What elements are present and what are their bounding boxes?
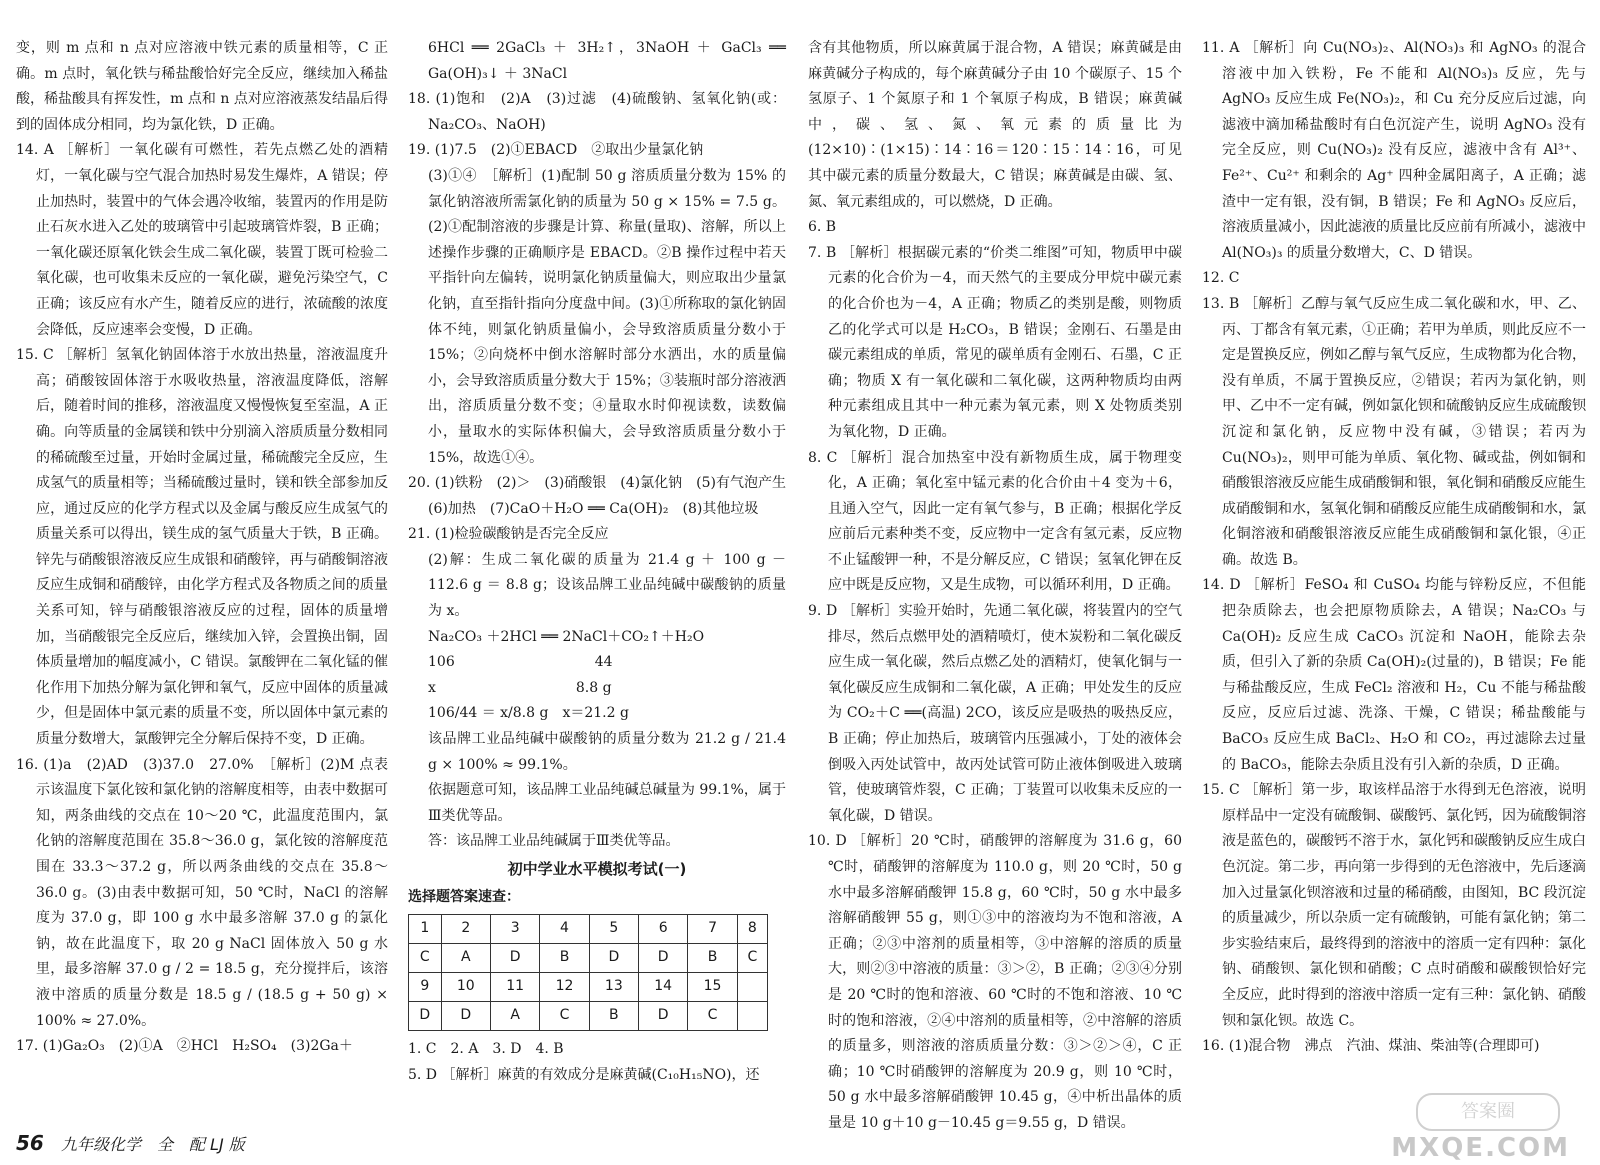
table-cell: C (688, 1002, 737, 1031)
table-cell (737, 1002, 767, 1031)
col2-paragraph: 该品牌工业品纯碱中碳酸钠的质量分数为 21.2 g / 21.4 g × 100% ≈ 99.1%。 (428, 731, 786, 773)
table-cell: A (490, 1002, 539, 1031)
col1-paragraph: 17. (1)Ga₂O₃ (2)①A ②HCl H₂SO₄ (3)2Ga＋ (16, 1038, 353, 1055)
table-cell: 11 (490, 973, 539, 1002)
col2-paragraph: x 8.8 g (428, 679, 612, 696)
col2-paragraph: 依据题意可知，该品牌工业品纯碱总碱量为 99.1%，属于Ⅲ类优等品。 (428, 782, 786, 824)
quick-answer-label: 选择题答案速查： (408, 888, 520, 905)
col4-paragraph: 16. (1)混合物 沸点 汽油、煤油、柴油等(合理即可) (1202, 1038, 1540, 1055)
col3-paragraph: 6. B (808, 219, 837, 236)
table-cell: D (490, 944, 539, 973)
table-cell: 12 (540, 973, 589, 1002)
page-footer (16, 1131, 245, 1155)
table-row (409, 915, 768, 944)
col2-paragraph: 21. (1)检验碳酸钠是否完全反应 (408, 526, 609, 543)
col4-paragraph: 14. D ［解析］FeSO₄ 和 CuSO₄ 均能与锌粉反应，不但能把杂质除去，也会把原物质除去，A 错误；Na₂CO₃ 与 Ca(OH)₂ 反应生成 CaCO₃ 沉淀和 NaOH，能除去杂质，但引入了新的杂质 Ca(OH)₂(过量的)，B 错误；Fe 能与稀盐酸反应，生成 FeCl₂ 溶液和 H₂，Cu 不能与稀盐酸反应，反应后过滤、洗涤、干燥，C 错误；稀盐酸能与 BaCO₃ 反应生成 BaCl₂、H₂O 和 CO₂，再过滤除去过量的 BaCO₃，能除去杂质且没有引入新的杂质，D 正确。 (1202, 577, 1586, 773)
col2-paragraph: 18. (1)饱和 (2)A (3)过滤 (4)硫酸钠、氢氧化钠(或：Na₂CO₃、NaOH) (408, 91, 786, 133)
table-cell: B (540, 944, 589, 973)
col3-paragraph: 含有其他物质，所以麻黄属于混合物，A 错误；麻黄碱是由麻黄碱分子构成的，每个麻黄碱分子由 10 个碳原子、15 个氢原子、1 个氮原子和 1 个氧原子构成，B 错误；麻黄碱中，碳、氢、氮、氧元素的质量比为(12×10)∶(1×15)∶14∶16＝120∶15∶14∶16，可见其中碳元素的质量分数最大，C 错误；麻黄碱是由碳、氢、氮、氧元素组成的，可以燃烧，D 正确。 (808, 40, 1182, 210)
table-cell: 13 (589, 973, 638, 1002)
col2-paragraph: (3)①④ ［解析］(1)配制 50 g 溶质质量分数为 15% 的氯化钠溶液所需氯化钠的质量为 50 g × 15% = 7.5 g。(2)①配制溶液的步骤是计算、称量(量取)、溶解，所以上述操作步骤的正确顺序是 EBACD。②B 操作过程中若天平指针向左偏转，说明氯化钠质量偏大，则应取出少量氯化钠，直至指针指向分度盘中间。(3)①所称取的氯化钠固体不纯，则氯化钠质量偏小，会导致溶质质量分数小于 15%；②向烧杯中倒水溶解时部分水洒出，水的质量偏小，会导致溶质质量分数大于 15%；③装瓶时部分溶液洒出，溶质质量分数不变；④量取水时仰视读数，读数偏小，量取水的实际体积偏大，会导致溶质质量分数小于 15%，故选①④。 (428, 167, 786, 466)
table-cell: D (639, 1002, 688, 1031)
col2-paragraph: 20. (1)铁粉 (2)＞ (3)硝酸银 (4)氯化钠 (5)有气泡产生 (6)加热 (7)CaO＋H₂O ══ Ca(OH)₂ (8)其他垃圾 (408, 475, 800, 517)
table-cell: 6 (639, 915, 688, 944)
col2-tail-paragraph: 5. D ［解析］麻黄的有效成分是麻黄碱(C₁₀H₁₅NO)，还 (408, 1066, 760, 1083)
table-row (409, 973, 768, 1002)
watermark-logo: 答案圈 (1416, 1093, 1560, 1131)
col1-paragraph: 变，则 m 点和 n 点对应溶液中铁元素的质量相等，C 正确。m 点时，氧化铁与稀盐酸恰好完全反应，继续加入稀盐酸，稀盐酸具有挥发性，m 点和 n 点对应溶液蒸发结晶后得到的固体成分相同，均为氯化铁，D 正确。 (16, 40, 388, 133)
watermark-text: MXQE.COM (1391, 1133, 1570, 1163)
col1-paragraph: 16. (1)a (2)AD (3)37.0 27.0% ［解析］(2)M 点表示该温度下氯化铵和氯化钠的溶解度相等，由表中数据可知，两条曲线的交点在 10～20 ℃，此温度范围内，氯化钠的溶解度范围在 35.8～36.0 g，氯化铵的溶解度范围在 33.3～37.2 g，所以两条曲线的交点在 35.8～36.0 g。(3)由表中数据可知，50 ℃时，NaCl 的溶解度为 37.0 g，即 100 g 水中最多溶解 37.0 g 的氯化钠，故在此温度下，取 20 g NaCl 固体放入 50 g 水里，最多溶解 37.0 g / 2 = 18.5 g，充分搅拌后，该溶液中溶质的质量分数是 18.5 g / (18.5 g + 50 g) × 100% ≈ 27.0%。 (16, 756, 388, 1029)
table-cell: 14 (639, 973, 688, 1002)
table-cell: B (589, 1002, 638, 1031)
table-cell: C (409, 944, 442, 973)
col2-paragraph: 答：该品牌工业品纯碱属于Ⅲ类优等品。 (428, 833, 680, 850)
table-row (409, 1002, 768, 1031)
table-cell: D (589, 944, 638, 973)
table-cell: 3 (490, 915, 539, 944)
table-cell: D (409, 1002, 442, 1031)
answer-table (408, 914, 768, 1031)
table-cell: D (441, 1002, 490, 1031)
col2-paragraph: Na₂CO₃ ＋2HCl ══ 2NaCl＋CO₂↑＋H₂O (428, 628, 705, 645)
column-2 (408, 36, 800, 1088)
table-row (409, 944, 768, 973)
table-cell: 1 (409, 915, 442, 944)
col2-paragraph: 19. (1)7.5 (2)①EBACD ②取出少量氯化钠 (408, 142, 704, 159)
col1-paragraph: 15. C ［解析］氢氧化钠固体溶于水放出热量，溶液温度升高；硝酸铵固体溶于水吸收热量，溶液温度降低，溶解后，随着时间的推移，溶液温度又慢慢恢复至室温，A 正确。向等质量的金属镁和铁中分别滴入溶质质量分数相同的稀硫酸至过量，开始时金属过量，稀硫酸完全反应，生成氢气的质量相等；当稀硫酸过量时，镁和铁全部参加反应，通过反应的化学方程式以及金属与酸反应生成氢气的质量关系可以得出，镁生成的氢气质量大于铁，B 正确。锌先与硝酸银溶液反应生成银和硝酸锌，再与硝酸铜溶液反应生成铜和硝酸锌，由化学方程式及各物质之间的质量关系可知，锌与硝酸银溶液反应的过程，固体的质量增加，当硝酸银完全反应后，继续加入锌，会置换出铜，固体质量增加的幅度减小，C 错误。氯酸钾在二氧化锰的催化作用下加热分解为氯化钾和氧气，反应中固体的质量减少，但是固体中氯元素的质量不变，所以固体中氯元素的质量分数增大，氯酸钾完全分解后保持不变，D 正确。 (16, 347, 388, 748)
table-cell: 8 (737, 915, 767, 944)
col2-paragraph: 106/44 ＝ x/8.8 g x＝21.2 g (428, 705, 629, 722)
col3-paragraph: 9. D ［解析］实验开始时，先通二氧化碳，将装置内的空气排尽，然后点燃甲处的酒精喷灯，使木炭粉和二氧化碳反应生成一氧化碳，然后点燃乙处的酒精灯，使氧化铜与一氧化碳反应生成铜和二氧化碳，A 正确；甲处发生的反应为 CO₂＋C ══(高温) 2CO，该反应是吸热的吸热反应，B 正确；停止加热后，玻璃管内压强减小，丁处的液体会倒吸入丙处试管中，故丙处试管可防止液体倒吸进入玻璃管，使玻璃管炸裂，C 正确；丁装置可以收集未反应的一氧化碳，D 错误。 (808, 603, 1182, 824)
table-cell: 2 (441, 915, 490, 944)
table-cell: D (639, 944, 688, 973)
column-1 (16, 36, 388, 1060)
col4-paragraph: 11. A ［解析］向 Cu(NO₃)₂、Al(NO₃)₃ 和 AgNO₃ 的混合溶液中加入铁粉，Fe 不能和 Al(NO₃)₃ 反应，先与 AgNO₃ 反应生成 Fe(NO₃)₂，和 Cu 充分反应后过滤，向滤液中滴加稀盐酸时有白色沉淀产生，说明 AgNO₃ 没有完全反应，则 Cu(NO₃)₂ 没有反应，滤液中含有 Al³⁺、Fe²⁺、Cu²⁺ 和剩余的 Ag⁺ 四种金属阳离子，A 正确；滤渣中一定有银，没有铜，B 错误；Fe 和 AgNO₃ 反应后，溶液质量减小，因此滤液的质量比反应前有所减小，滤液中 Al(NO₃)₃ 的质量分数增大，C、D 错误。 (1202, 40, 1586, 261)
table-cell: C (540, 1002, 589, 1031)
table-cell: 5 (589, 915, 638, 944)
column-3 (808, 36, 1182, 1137)
table-cell: B (688, 944, 737, 973)
table-cell: 9 (409, 973, 442, 1002)
col3-paragraph: 10. D ［解析］20 ℃时，硝酸钾的溶解度为 31.6 g，60 ℃时，硝酸钾的溶解度为 110.0 g，则 20 ℃时，50 g 水中最多溶解硝酸钾 15.8 g，60 ℃时，50 g 水中最多溶解硝酸钾 55 g，则①③中的溶液均为不饱和溶液，A 正确；②③中溶剂的质量相等，③中溶解的溶质的质量大，则②③中溶液的质量：③＞②，B 正确；②③④分别是 20 ℃时的饱和溶液、60 ℃时的不饱和溶液、10 ℃时的饱和溶液，②④中溶剂的质量相等，②中溶解的溶质的质量多，则溶液的溶质质量分数：③＞②＞④，C 正确；10 ℃时硝酸钾的溶解度为 20.9 g，则 10 ℃时，50 g 水中最多溶解硝酸钾 10.45 g，④中析出晶体的质量是 10 g＋10 g－10.45 g＝9.55 g，D 错误。 (808, 833, 1182, 1131)
table-cell: C (737, 944, 767, 973)
table-cell (737, 973, 767, 1002)
table-cell: A (441, 944, 490, 973)
table-cell: 4 (540, 915, 589, 944)
page-number: 56 (16, 1131, 44, 1155)
book-title: 九年级化学 全 配 LJ 版 (60, 1135, 245, 1154)
col2-paragraph: 6HCl ══ 2GaCl₃ ＋ 3H₂↑，3NaOH ＋ GaCl₃ ══ Ga(OH)₃↓ ＋ 3NaCl (428, 40, 786, 82)
col1-paragraph: 14. A ［解析］一氧化碳有可燃性，若先点燃乙处的酒精灯，一氧化碳与空气混合加热时易发生爆炸，A 错误；停止加热时，装置中的气体会遇冷收缩，装置丙的作用是防止石灰水进入乙处的玻璃管中引起玻璃管炸裂，B 正确；一氧化碳还原氧化铁会生成二氧化碳，装置丁既可检验二氧化碳，也可收集未反应的一氧化碳，避免污染空气，C 正确；该反应有水产生，随着反应的进行，浓硫酸的浓度会降低，反应速率会变慢，D 正确。 (16, 142, 388, 338)
col4-paragraph: 15. C ［解析］第一步，取该样品溶于水得到无色溶液，说明原样品中一定没有硫酸铜、碳酸钙、氯化钙，因为硫酸铜溶液是蓝色的，碳酸钙不溶于水，氯化钙和碳酸钠反应生成白色沉淀。第二步，再向第一步得到的无色溶液中，先后逐滴加入过量氯化钡溶液和过量的稀硝酸，由图知，BC 段沉淀的质量减少，所以杂质一定有硫酸钠，可能有氯化钠；第二步实验结束后，最终得到的溶液中的溶质一定有四种：氯化钠、硝酸钡、氯化钡和硝酸；C 点时硝酸和碳酸钡恰好完全反应，此时得到的溶液中溶质一定有三种：氯化钠、硝酸钡和氯化钡。故选 C。 (1202, 782, 1586, 1029)
column-4 (1202, 36, 1586, 1060)
col2-paragraph: 106 44 (428, 654, 613, 671)
table-cell: 10 (441, 973, 490, 1002)
col3-paragraph: 8. C ［解析］混合加热室中没有新物质生成，属于物理变化，A 正确；氧化室中锰元素的化合价由＋4 变为＋6，且通入空气，因此一定有氧气参与，B 正确；根据化学反应前后元素种类不变，反应物中一定含有氢元素，反应物不止锰酸钾一种，不是分解反应，C 错误；氢氧化钾在反应中既是反应物，又是生成物，可以循环利用，D 正确。 (808, 449, 1182, 594)
col4-paragraph: 12. C (1202, 270, 1240, 287)
col2-paragraph: (2)解：生成二氧化碳的质量为 21.4 g ＋ 100 g － 112.6 g ＝ 8.8 g；设该品牌工业品纯碱中碳酸钠的质量为 x。 (428, 551, 786, 620)
table-cell: 7 (688, 915, 737, 944)
col4-paragraph: 13. B ［解析］乙醇与氧气反应生成二氧化碳和水，甲、乙、丙、丁都含有氧元素，①正确；若甲为单质，则此反应不一定是置换反应，例如乙醇与氧气反应，生成物都为化合物，没有单质，不属于置换反应，②错误；若丙为氯化钠，则甲、乙中不一定有碱，例如氯化钡和硫酸钠反应生成硫酸钡沉淀和氯化钠，反应物中没有碱，③错误；若丙为 Cu(NO₃)₂，则甲可能为单质、氧化物、碱或盐，例如铜和硝酸银溶液反应能生成硝酸铜和银，氧化铜和硝酸反应能生成硝酸铜和水，氢氧化铜和硝酸反应能生成硝酸铜和水，氯化铜溶液和硝酸银溶液反应能生成硝酸铜和氯化银，④正确。故选 B。 (1202, 295, 1586, 568)
exam-heading: 初中学业水平模拟考试(一) (507, 860, 687, 878)
table-cell: 15 (688, 973, 737, 1002)
col3-paragraph: 7. B ［解析］根据碳元素的“价类二维图”可知，物质甲中碳元素的化合价为－4，而天然气的主要成分甲烷中碳元素的化合价也为－4，A 正确；物质乙的类别是酸，则物质乙的化学式可以是 H₂CO₃，B 错误；金刚石、石墨是由碳元素组成的单质，常见的碳单质有金刚石、石墨，C 正确；物质 X 有一氧化碳和二氧化碳，这两种物质均由两种元素组成且其中一种元素为氧元素，则 X 处物质类别为氧化物，D 正确。 (808, 244, 1182, 440)
col2-tail-paragraph: 1. C 2. A 3. D 4. B (408, 1041, 564, 1058)
